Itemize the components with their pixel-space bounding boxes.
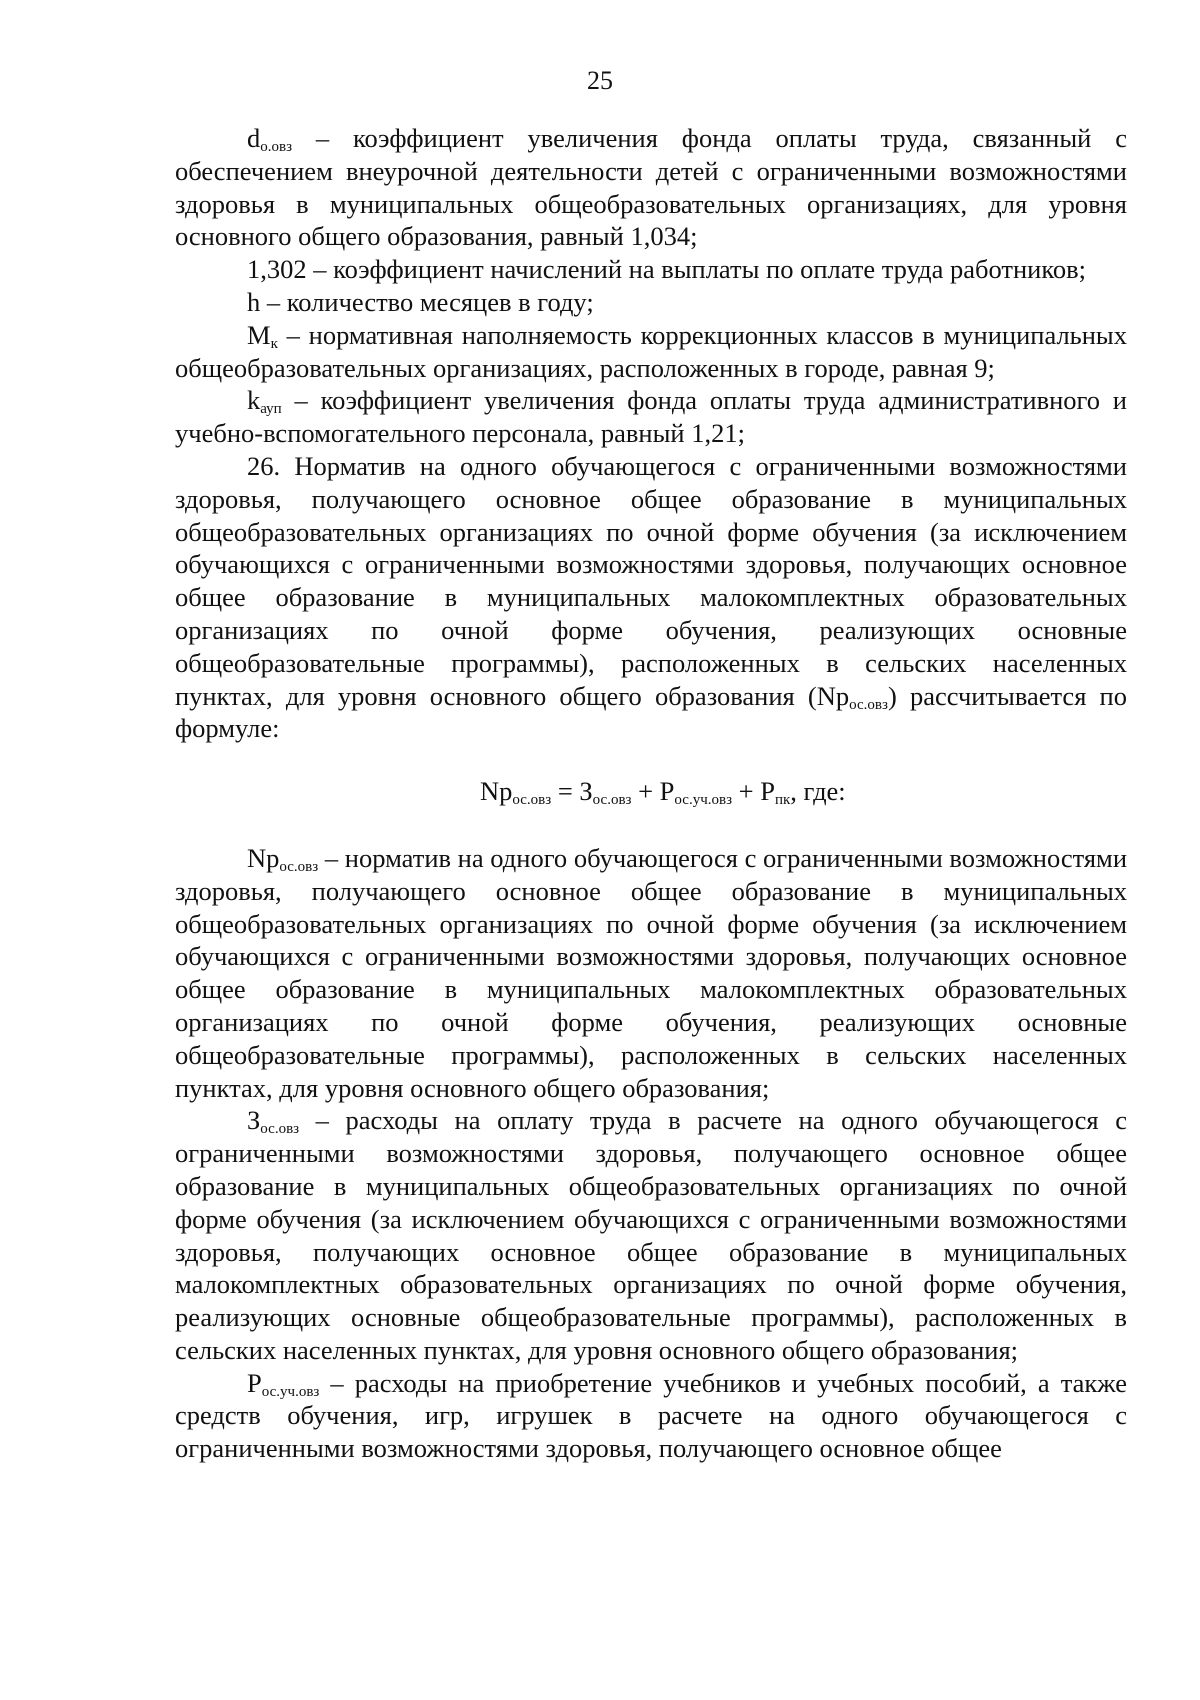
paragraph-k-coefficient — [175, 384, 1127, 450]
formula-sub-r: ос.уч.овз — [674, 792, 732, 809]
formula-tail: , где: — [790, 776, 846, 807]
symbol-np-def-subscript: ос.овз — [279, 858, 319, 875]
symbol-k: k — [247, 385, 261, 416]
paragraph-text: – нормативная наполняемость коррекционных классов в муниципальных общеобразовательных организациях, расположенных в городе, равная 9; — [175, 319, 1127, 383]
paragraph-months: h – количество месяцев в году; — [247, 286, 594, 317]
document-body — [175, 122, 1127, 1465]
formula-term-rpk: + Р — [732, 776, 775, 807]
formula-sub-z: ос.овз — [592, 792, 632, 809]
paragraph-text-tail: ) рассчитывается по формуле: — [175, 680, 1127, 744]
symbol-m-subscript: к — [270, 335, 278, 352]
symbol-r: Р — [247, 1367, 262, 1398]
symbol-k-subscript: ауп — [260, 401, 282, 418]
paragraph-z-definition — [175, 1104, 1127, 1366]
formula-sub-np: ос.овз — [512, 792, 552, 809]
paragraph-text: – коэффициент увеличения фонда оплаты труда, связанный с обеспечением внеурочной деятельности детей с ограниченными возможностями здоровья в муниципальных общеобразовательных организациях, для уровня основного общего образования, равный 1,034; — [175, 123, 1127, 252]
symbol-np: Np — [247, 842, 280, 873]
paragraph-text: – норматив на одного обучающегося с ограниченными возможностями здоровья, получающего основное общее образование в муниципальных общеобразовательных организациях по очной форме обучения (за исключением обучающихся с ограниченными возможностями здоровья, получающих основное общее образование в муниципальных малокомплектных образовательных организациях по очной форме обучения, реализующих основные общеобразовательные программы), расположенных в сельских населенных пунктах, для уровня основного общего образования; — [175, 842, 1127, 1103]
paragraph-text: – коэффициент увеличения фонда оплаты труда административного и учебно-вспомогательного персонала, равный 1,21; — [175, 385, 1127, 449]
symbol-r-subscript: ос.уч.овз — [261, 1383, 320, 1400]
paragraph-np-definition — [175, 842, 1127, 1104]
paragraph-r-definition — [175, 1367, 1127, 1465]
paragraph-class-occupancy — [175, 319, 1127, 385]
symbol-np-subscript: ос.овз — [849, 696, 888, 713]
symbol-z: З — [247, 1105, 261, 1136]
symbol-d-subscript: о.овз — [260, 139, 293, 155]
paragraph-text: 26. Норматив на одного обучающегося с ограниченными возможностями здоровья, получающего основное общее образование в муниципальных общеобразовательных организациях по очной форме обучения (за исключением обучающихся с ограниченными возможностями здоровья, получающих основное общее образование в муниципальных малокомплектных образовательных организациях по очной форме обучения, реализующих основные общеобразовательные программы), расположенных в сельских населенных пунктах, для уровня основного общего образования — [175, 450, 1127, 711]
symbol-m: М — [247, 319, 271, 350]
symbol-d: d — [247, 123, 261, 153]
page-number: 25 — [587, 66, 613, 95]
formula-term-np: Np — [480, 776, 513, 807]
formula-term-r: + Р — [631, 776, 675, 807]
paragraph-accrual-coefficient: 1,302 – коэффициент начислений на выплаты по оплате труда работников; — [247, 254, 1087, 285]
formula-term-z: = З — [551, 776, 593, 807]
paragraph-text: – расходы на оплату труда в расчете на одного обучающегося с ограниченными возможностями здоровья, получающего основное общее образование в муниципальных общеобразовательных организациях по очной форме обучения (за исключением обучающихся с ограниченными возможностями здоровья, получающих основное общее образование в муниципальных малокомплектных образовательных организациях по очной форме обучения, реализующих основные общеобразовательные программы), расположенных в сельских населенных пунктах, для уровня основного общего образования; — [175, 1105, 1127, 1365]
symbol-z-subscript: ос.овз — [260, 1121, 300, 1138]
paragraph-text: – расходы на приобретение учебников и учебных пособий, а также средств обучения, игр, игрушек в расчете на одного обучающегося с ограниченными возможностями здоровья, получающего основное общее — [175, 1367, 1127, 1464]
paragraph-d-coefficient — [175, 122, 1127, 253]
formula-sub-rpk: пк — [774, 792, 791, 809]
paragraph-section-26 — [175, 450, 1127, 745]
symbol-np-open: (Np — [807, 680, 850, 711]
formula — [175, 775, 1127, 808]
